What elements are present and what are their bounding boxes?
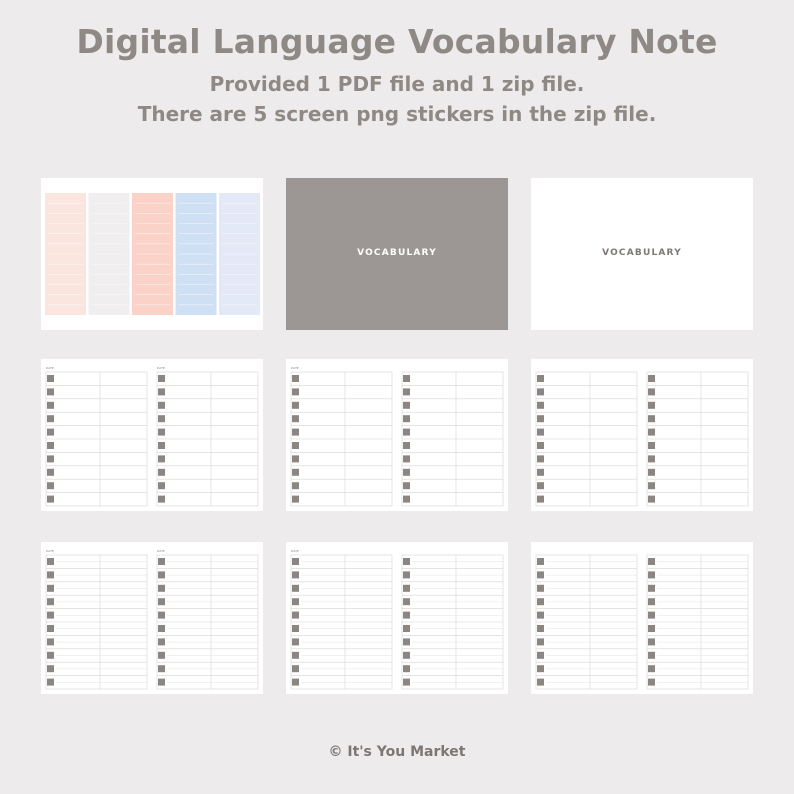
number-tab [292, 638, 299, 645]
date-label: DATE [157, 549, 165, 553]
number-tab [158, 402, 165, 409]
number-tab [158, 388, 165, 395]
number-tab [403, 558, 410, 565]
number-tab [292, 455, 299, 462]
number-tab [403, 571, 410, 578]
number-tab [47, 571, 54, 578]
number-tab [648, 375, 655, 382]
number-tab [158, 612, 165, 619]
number-tab [158, 375, 165, 382]
number-tab [537, 415, 544, 422]
number-tab [403, 679, 410, 686]
number-tab [47, 402, 54, 409]
number-tab [47, 585, 54, 592]
number-tab [292, 388, 299, 395]
date-label: DATE [291, 549, 299, 553]
number-tab [403, 415, 410, 422]
number-tab [292, 482, 299, 489]
number-tab [403, 612, 410, 619]
vocab-page-grid [531, 359, 753, 511]
cover-dark-card [286, 178, 508, 330]
number-tab [403, 442, 410, 449]
vocab-page-grid [41, 542, 263, 694]
number-tab [403, 402, 410, 409]
subtitle-line-1: Provided 1 PDF file and 1 zip file. [209, 72, 585, 96]
number-tab [403, 455, 410, 462]
date-label: DATE [291, 366, 299, 370]
number-tab [292, 558, 299, 565]
number-tab [158, 625, 165, 632]
number-tab [292, 442, 299, 449]
number-tab [537, 679, 544, 686]
number-tab [292, 429, 299, 436]
vocab-page-card [531, 542, 753, 694]
number-tab [158, 415, 165, 422]
number-tab [403, 625, 410, 632]
number-tab [537, 652, 544, 659]
number-tab [648, 482, 655, 489]
number-tab [158, 652, 165, 659]
number-tab [403, 388, 410, 395]
number-tab [292, 571, 299, 578]
number-tab [47, 612, 54, 619]
vocab-page-card [286, 359, 508, 511]
number-tab [403, 652, 410, 659]
number-tab [158, 679, 165, 686]
number-tab [292, 625, 299, 632]
date-label: DATE [46, 549, 54, 553]
number-tab [537, 442, 544, 449]
number-tab [648, 638, 655, 645]
number-tab [158, 455, 165, 462]
number-tab [403, 585, 410, 592]
number-tab [47, 598, 54, 605]
number-tab [537, 598, 544, 605]
cover-light-title: VOCABULARY [602, 248, 682, 258]
number-tab [158, 571, 165, 578]
vocab-page-grid [41, 359, 263, 511]
number-tab [537, 375, 544, 382]
number-tab [403, 665, 410, 672]
number-tab [648, 665, 655, 672]
number-tab [47, 652, 54, 659]
number-tab [292, 375, 299, 382]
number-tab [537, 429, 544, 436]
subtitle-line-2: There are 5 screen png stickers in the zip file. [137, 102, 657, 126]
number-tab [537, 388, 544, 395]
vocab-page-grid [531, 542, 753, 694]
number-tab [537, 558, 544, 565]
number-tab [158, 429, 165, 436]
number-tab [158, 496, 165, 503]
number-tab [537, 571, 544, 578]
cover-light-card [531, 178, 753, 330]
sticker-preview-card [41, 178, 263, 330]
vocab-page-grid [286, 542, 508, 694]
vocab-page-card [531, 359, 753, 511]
number-tab [537, 625, 544, 632]
number-tab [292, 585, 299, 592]
number-tab [648, 415, 655, 422]
number-tab [403, 496, 410, 503]
number-tab [403, 429, 410, 436]
number-tab [537, 612, 544, 619]
number-tab [47, 388, 54, 395]
number-tab [47, 638, 54, 645]
number-tab [403, 638, 410, 645]
number-tab [403, 469, 410, 476]
number-tab [47, 558, 54, 565]
cover-dark-title: VOCABULARY [357, 248, 437, 258]
number-tab [537, 402, 544, 409]
number-tab [158, 598, 165, 605]
date-label: DATE [46, 366, 54, 370]
number-tab [47, 469, 54, 476]
number-tab [537, 638, 544, 645]
number-tab [47, 482, 54, 489]
vocab-page-card [41, 359, 263, 511]
number-tab [537, 482, 544, 489]
number-tab [648, 496, 655, 503]
number-tab [648, 469, 655, 476]
number-tab [648, 571, 655, 578]
number-tab [292, 496, 299, 503]
number-tab [158, 482, 165, 489]
page-title: Digital Language Vocabulary Note [76, 22, 718, 61]
vocab-page-grid [286, 359, 508, 511]
number-tab [648, 402, 655, 409]
number-tab [648, 598, 655, 605]
number-tab [292, 598, 299, 605]
number-tab [648, 585, 655, 592]
number-tab [47, 375, 54, 382]
number-tab [292, 415, 299, 422]
number-tab [403, 482, 410, 489]
number-tab [292, 612, 299, 619]
number-tab [648, 625, 655, 632]
number-tab [648, 652, 655, 659]
footer-copyright: © It's You Market [328, 744, 466, 760]
number-tab [158, 469, 165, 476]
number-tab [292, 652, 299, 659]
date-label: DATE [157, 366, 165, 370]
number-tab [537, 585, 544, 592]
sticker-strips [41, 178, 263, 330]
number-tab [292, 665, 299, 672]
vocab-page-card [41, 542, 263, 694]
number-tab [648, 612, 655, 619]
number-tab [648, 442, 655, 449]
number-tab [648, 679, 655, 686]
number-tab [47, 665, 54, 672]
number-tab [537, 665, 544, 672]
number-tab [47, 625, 54, 632]
vocab-page-card [286, 542, 508, 694]
number-tab [648, 558, 655, 565]
number-tab [158, 638, 165, 645]
number-tab [537, 455, 544, 462]
number-tab [648, 388, 655, 395]
number-tab [158, 665, 165, 672]
number-tab [537, 496, 544, 503]
number-tab [648, 429, 655, 436]
number-tab [47, 679, 54, 686]
number-tab [158, 442, 165, 449]
number-tab [47, 496, 54, 503]
number-tab [403, 375, 410, 382]
number-tab [292, 402, 299, 409]
number-tab [47, 429, 54, 436]
number-tab [47, 442, 54, 449]
number-tab [648, 455, 655, 462]
number-tab [158, 585, 165, 592]
number-tab [292, 679, 299, 686]
number-tab [47, 415, 54, 422]
number-tab [47, 455, 54, 462]
number-tab [537, 469, 544, 476]
number-tab [403, 598, 410, 605]
number-tab [292, 469, 299, 476]
number-tab [158, 558, 165, 565]
